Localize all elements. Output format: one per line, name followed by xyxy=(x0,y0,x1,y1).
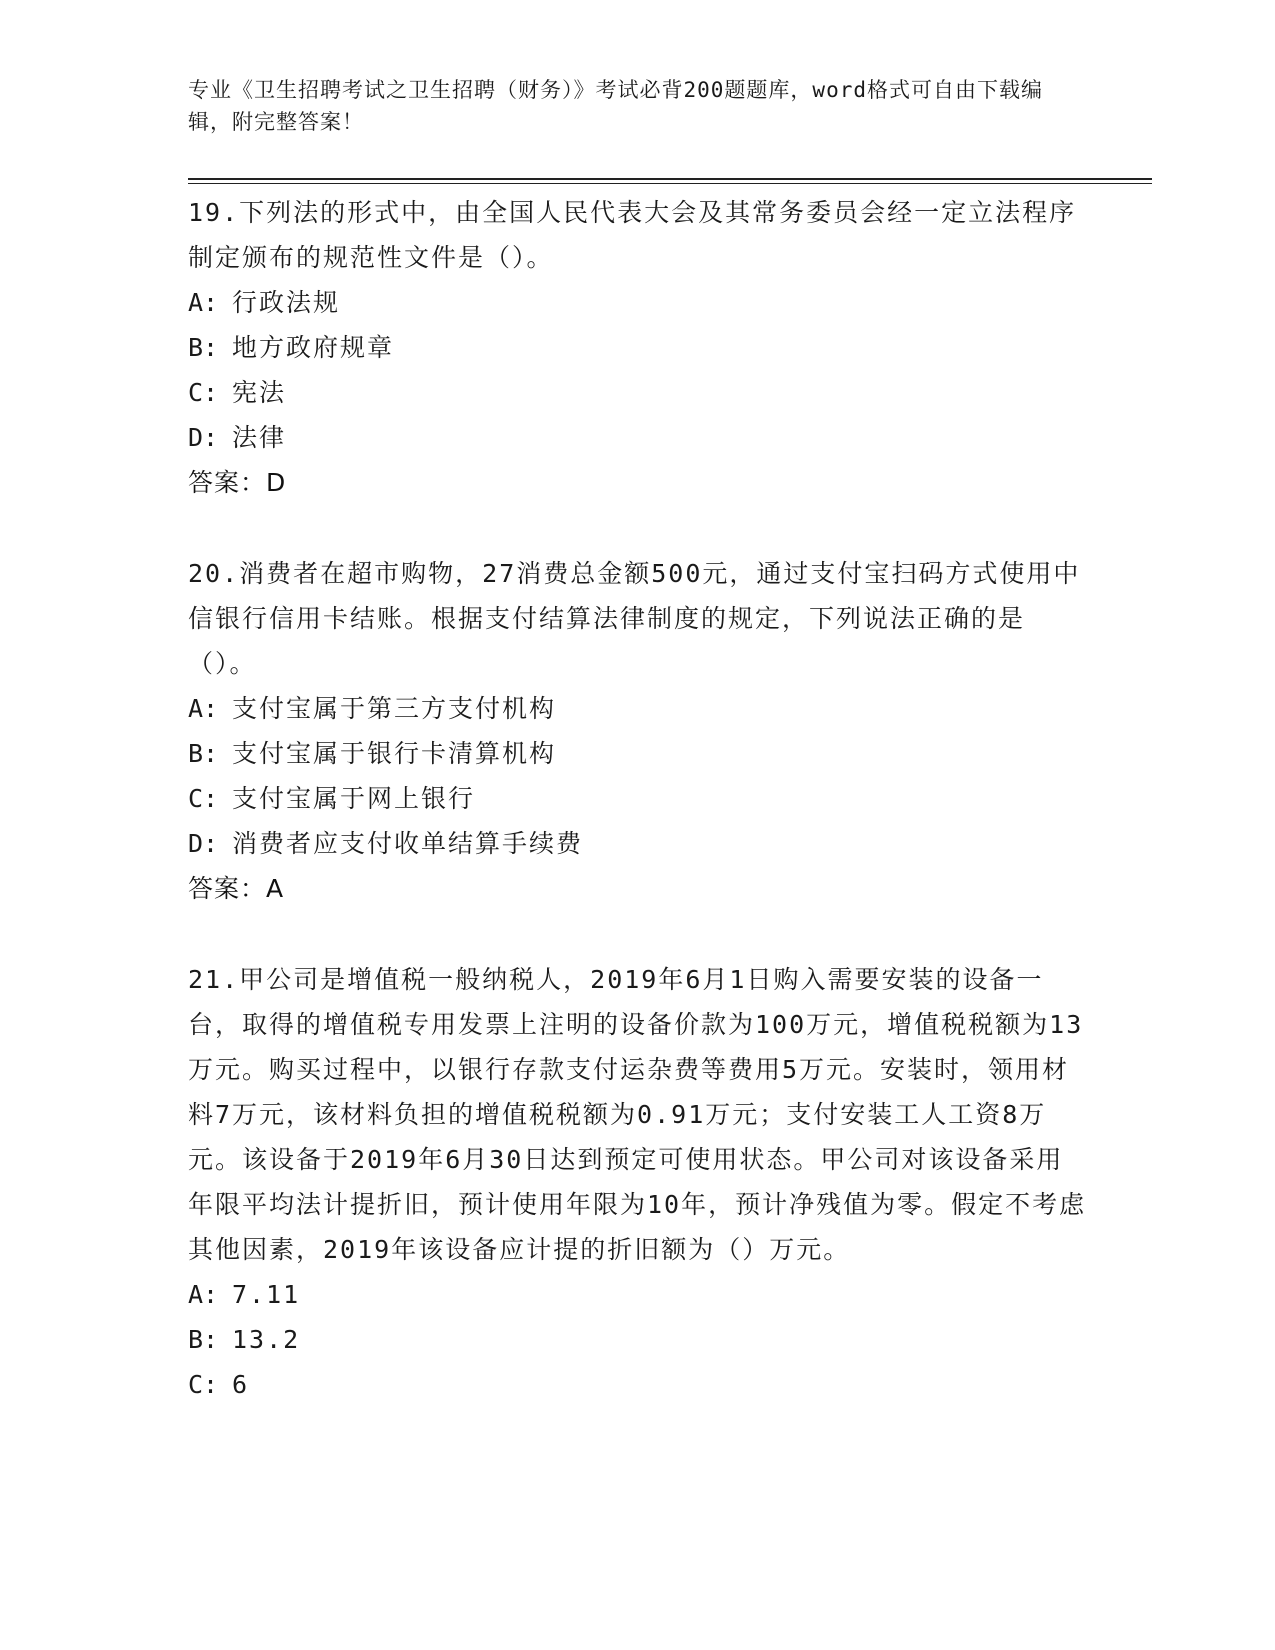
option-text: 地方政府规章 xyxy=(232,333,395,362)
option-letter: C: xyxy=(188,378,219,407)
option-text: 支付宝属于第三方支付机构 xyxy=(232,694,557,723)
option-a xyxy=(188,1272,1088,1317)
option-text: 7.11 xyxy=(232,1280,301,1309)
questions-list xyxy=(188,190,1088,1453)
option-text: 6 xyxy=(232,1370,250,1399)
document-header: 专业《卫生招聘考试之卫生招聘（财务）》考试必背200题题库，word格式可自由下载编辑，附完整答案！ xyxy=(188,78,1043,134)
question-21 xyxy=(188,957,1088,1407)
question-text: 20.消费者在超市购物，27消费总金额500元，通过支付宝扫码方式使用中信银行信用卡结账。根据支付结算法律制度的规定，下列说法正确的是（）。 xyxy=(188,559,1081,678)
option-d xyxy=(188,821,1088,866)
option-c xyxy=(188,370,1088,415)
option-b xyxy=(188,325,1088,370)
option-text: 支付宝属于银行卡清算机构 xyxy=(232,739,557,768)
question-19 xyxy=(188,190,1088,505)
option-letter: C: xyxy=(188,1370,219,1399)
option-letter: B: xyxy=(188,739,219,768)
answer-line: 答案：D xyxy=(188,468,287,497)
option-text: 宪法 xyxy=(232,378,287,407)
option-text: 消费者应支付收单结算手续费 xyxy=(232,829,584,858)
option-c xyxy=(188,1362,1088,1407)
option-letter: B: xyxy=(188,333,219,362)
header-rule-thin xyxy=(188,183,1152,184)
option-text: 13.2 xyxy=(232,1325,301,1354)
option-b xyxy=(188,731,1088,776)
option-letter: A: xyxy=(188,694,219,723)
option-letter: D: xyxy=(188,829,219,858)
option-a xyxy=(188,280,1088,325)
option-b xyxy=(188,1317,1088,1362)
question-text: 21.甲公司是增值税一般纳税人，2019年6月1日购入需要安装的设备一台，取得的增值税专用发票上注明的设备价款为100万元，增值税税额为13万元。购买过程中，以银行存款支付运杂费等费用5万元。安装时，领用材料7万元，该材料负担的增值税税额为0.91万元；支付安装工人工资8万元。该设备于2019年6月30日达到预定可使用状态。甲公司对该设备采用年限平均法计提折旧，预计使用年限为10年，预计净残值为零。假定不考虑其他因素，2019年该设备应计提的折旧额为（）万元。 xyxy=(188,965,1087,1264)
option-text: 支付宝属于网上银行 xyxy=(232,784,476,813)
option-letter: A: xyxy=(188,1280,219,1309)
option-letter: B: xyxy=(188,1325,219,1354)
option-text: 行政法规 xyxy=(232,288,341,317)
option-d xyxy=(188,415,1088,460)
option-c xyxy=(188,776,1088,821)
option-letter: C: xyxy=(188,784,219,813)
option-letter: D: xyxy=(188,423,219,452)
question-20 xyxy=(188,551,1088,911)
option-a xyxy=(188,686,1088,731)
option-letter: A: xyxy=(188,288,219,317)
question-text: 19.下列法的形式中，由全国人民代表大会及其常务委员会经一定立法程序制定颁布的规范性文件是（）。 xyxy=(188,198,1077,272)
option-text: 法律 xyxy=(232,423,287,452)
header-rule-thick xyxy=(188,178,1152,180)
answer-line: 答案：A xyxy=(188,874,285,903)
